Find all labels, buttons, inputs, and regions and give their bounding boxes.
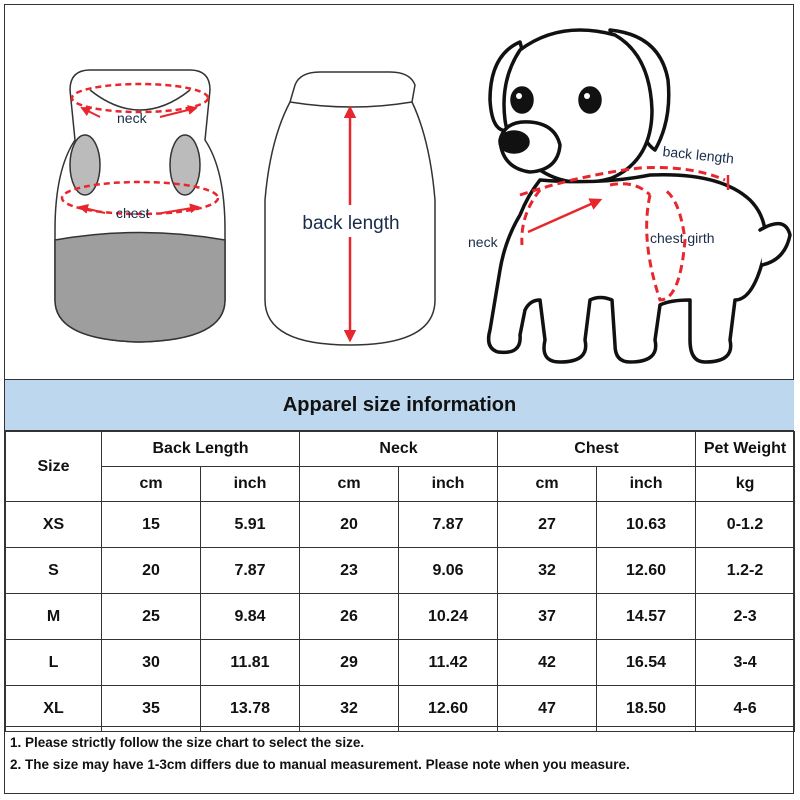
dog-chest-girth-label: chest girth: [650, 230, 715, 246]
table-cell: 9.06: [399, 548, 498, 594]
table-cell: 18.50: [597, 686, 696, 732]
unit-header: inch: [399, 467, 498, 502]
table-row: [6, 548, 795, 594]
table-title: Apparel size information: [5, 379, 794, 431]
table-cell: 30: [102, 640, 201, 686]
table-cell: 11.42: [399, 640, 498, 686]
table-cell: 16.54: [597, 640, 696, 686]
size-cell: S: [6, 548, 102, 594]
table-cell: 15: [102, 502, 201, 548]
table-cell: 5.91: [201, 502, 300, 548]
table-cell: 32: [498, 548, 597, 594]
table-cell: 2-3: [696, 594, 795, 640]
chest-header: Chest: [498, 432, 696, 467]
neck-label: neck: [117, 110, 147, 126]
table-cell: 25: [102, 594, 201, 640]
table-cell: 3-4: [696, 640, 795, 686]
garment-front: [55, 70, 225, 342]
unit-header: inch: [201, 467, 300, 502]
header-row-groups: [6, 432, 795, 467]
unit-header: cm: [300, 467, 399, 502]
unit-header: cm: [102, 467, 201, 502]
table-cell: 10.24: [399, 594, 498, 640]
note-line: 2. The size may have 1-3cm differs due to manual measurement. Please note when you measure.: [10, 757, 630, 772]
header-row-units: [6, 467, 795, 502]
garment-back: [265, 72, 435, 345]
unit-header: cm: [498, 467, 597, 502]
size-cell: M: [6, 594, 102, 640]
size-table: [5, 431, 795, 732]
table-cell: 27: [498, 502, 597, 548]
dog-back-length-label: back length: [661, 143, 735, 167]
table-cell: 35: [102, 686, 201, 732]
table-cell: 0-1.2: [696, 502, 795, 548]
neck-header: Neck: [300, 432, 498, 467]
table-cell: 7.87: [399, 502, 498, 548]
note-line: 1. Please strictly follow the size chart to select the size.: [10, 735, 365, 750]
size-cell: XL: [6, 686, 102, 732]
unit-header: inch: [597, 467, 696, 502]
table-cell: 11.81: [201, 640, 300, 686]
size-cell: XS: [6, 502, 102, 548]
dog-illustration: [489, 30, 790, 362]
table-cell: 23: [300, 548, 399, 594]
table-row: [6, 502, 795, 548]
table-cell: 7.87: [201, 548, 300, 594]
table-cell: 26: [300, 594, 399, 640]
measurement-illustration: [0, 0, 800, 378]
table-cell: 12.60: [399, 686, 498, 732]
dog-neck-label: neck: [468, 234, 498, 250]
table-cell: 20: [102, 548, 201, 594]
table-cell: 1.2-2: [696, 548, 795, 594]
pet-weight-header: Pet Weight: [696, 432, 795, 467]
size-notes: [5, 726, 794, 777]
table-cell: 20: [300, 502, 399, 548]
table-cell: 32: [300, 686, 399, 732]
table-cell: 12.60: [597, 548, 696, 594]
table-cell: 10.63: [597, 502, 696, 548]
table-cell: 4-6: [696, 686, 795, 732]
unit-header: kg: [696, 467, 795, 502]
table-cell: 47: [498, 686, 597, 732]
table-row: [6, 640, 795, 686]
size-cell: L: [6, 640, 102, 686]
table-cell: 9.84: [201, 594, 300, 640]
table-row: [6, 686, 795, 732]
table-cell: 37: [498, 594, 597, 640]
chest-label: chest: [116, 205, 150, 221]
table-cell: 42: [498, 640, 597, 686]
table-cell: 13.78: [201, 686, 300, 732]
size-header: Size: [6, 432, 102, 502]
table-row: [6, 594, 795, 640]
back-length-header: Back Length: [102, 432, 300, 467]
table-cell: 29: [300, 640, 399, 686]
back-length-label: back length: [302, 213, 400, 234]
table-cell: 14.57: [597, 594, 696, 640]
